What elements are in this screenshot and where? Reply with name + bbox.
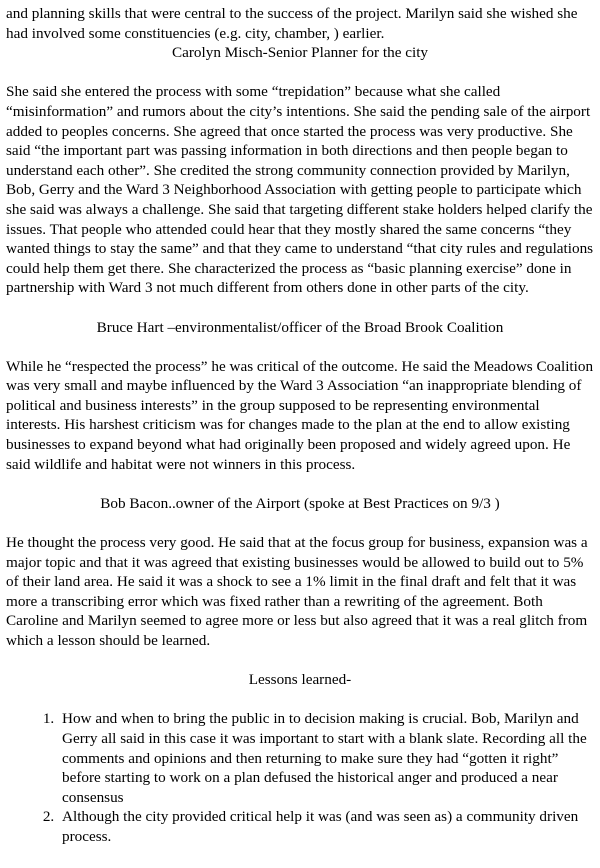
- lesson-item: 1. How and when to bring the public in to decision making is crucial. Bob, Marilyn and Gerry all said in this case it was important to start with a blank slate. Recording all the comments and opinions and then returning to make sure they had “gotten it right” before starting to work on a plan defused the historical anger and produced a near consensus: [58, 709, 594, 807]
- section-body-bob-bacon: He thought the process very good. He said that at the focus group for business, expansion was a major topic and that it was agreed that existing businesses would be allowed to build out to 5% of their land area. He said it was a shock to see a 1% limit in the final draft and felt that it was more a transcribing error which was fixed rather than a rewriting of the agreement. Both Caroline and Marilyn seemed to agree more or less but also agreed that it was a real glitch from which a lesson should be learned.: [6, 534, 588, 649]
- section-heading-bruce-hart: Bruce Hart –environmentalist/officer of the Broad Brook Coalition: [96, 318, 504, 336]
- section-body-carolyn-misch: She said she entered the process with some “trepidation” because what she called “misinformation” and rumors about the city’s intentions. She said the pending sale of the airport added to peoples concerns. She agreed that once started the process was very productive. She said “the important part was passing information in both directions and then people began to understand each other”. She credited the strong community connection provided by Marilyn, Bob, Gerry and the Ward 3 Neighborhood Association with getting people to participate which she said was always a challenge. She said that targeting different stake holders helped clarify the issues. That people who attended could hear that they mostly shared the same concerns “they wanted things to stay the same” and that they came to understand “that city rules and regulations could help them get there. She characterized the process as “basic planning exercise” done in partnership with Ward 3 not much different from others done in other parts of the city.: [6, 83, 594, 297]
- intro-paragraph: and planning skills that were central to the success of the project. Marilyn said she wished she had involved some constituencies (e.g. city, chamber, ) earlier.: [6, 5, 578, 42]
- lesson-item: 2. Although the city provided critical help it was (and was seen as) a community driven process.: [58, 807, 594, 846]
- lessons-heading: Lessons learned-: [248, 671, 352, 689]
- lessons-list: [6, 709, 594, 846]
- section-heading-carolyn-misch: Carolyn Misch-Senior Planner for the city: [171, 44, 429, 62]
- section-heading-bob-bacon: Bob Bacon..owner of the Airport (spoke at Best Practices on 9/3 ): [100, 494, 500, 512]
- section-body-bruce-hart: While he “respected the process” he was critical of the outcome. He said the Meadows Coalition was very small and maybe influenced by the Ward 3 Association “an inappropriate blending of political and business interests” in the group supposed to be representing environmental interests. His harshest criticism was for changes made to the plan at the end to allow existing businesses to expand beyond what had originally been proposed and widely agreed upon. He said wildlife and habitat were not winners in this process.: [6, 357, 594, 473]
